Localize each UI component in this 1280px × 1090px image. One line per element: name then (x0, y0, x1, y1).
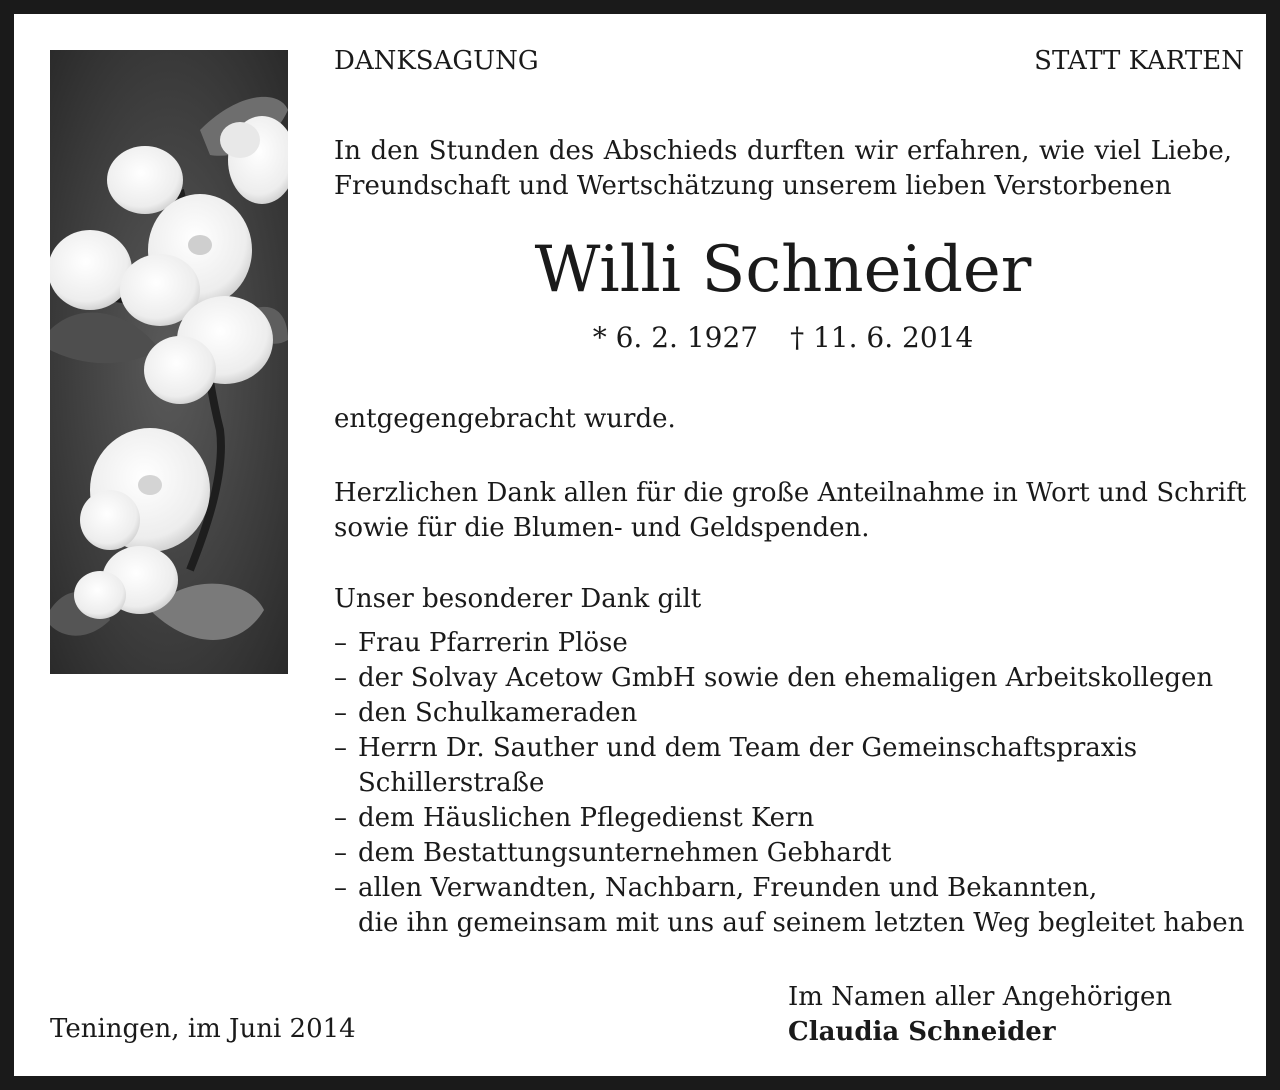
list-item-text: den Schulkameraden (358, 698, 638, 728)
life-dates (334, 320, 1232, 356)
list-item-text-continued: die ihn gemeinsam mit uns auf seinem letzten Weg begleitet haben (358, 908, 1245, 938)
death-date: † 11. 6. 2014 (790, 321, 974, 354)
list-item (334, 801, 1244, 836)
list-dash: – (334, 733, 347, 763)
list-dash: – (334, 698, 347, 728)
list-dash: – (334, 628, 347, 658)
list-dash: – (334, 803, 347, 833)
special-thanks-heading: Unser besonderer Dank gilt (334, 584, 702, 614)
list-dash: – (334, 838, 347, 868)
list-item-text: Frau Pfarrerin Plöse (358, 628, 628, 658)
list-item (334, 836, 1244, 871)
thanks-line-2: sowie für die Blumen- und Geldspenden. (334, 513, 870, 543)
birth-date: * 6. 2. 1927 (592, 321, 759, 354)
list-item (334, 696, 1244, 731)
list-item-text: dem Häuslichen Pflegedienst Kern (358, 803, 815, 833)
list-item-text: der Solvay Acetow GmbH sowie den ehemaligen Arbeitskollegen (358, 663, 1214, 693)
list-item-text: dem Bestattungsunternehmen Gebhardt (358, 838, 892, 868)
flower-photo (50, 50, 288, 674)
list-item (334, 731, 1244, 801)
signature-name: Claudia Schneider (788, 1017, 1056, 1047)
place-date: Teningen, im Juni 2014 (50, 1014, 356, 1044)
intro-text: In den Stunden des Abschieds durften wir erfahren, wie viel Liebe, Freundschaft und Wertschätzung unserem lieben Verstorbenen (334, 136, 1232, 201)
continuation-text: entgegengebracht wurde. (334, 404, 676, 434)
header-danksagung: DANKSAGUNG (334, 46, 539, 76)
list-dash: – (334, 663, 347, 693)
special-thanks-list (334, 626, 1244, 941)
thanks-line-1: Herzlichen Dank allen für die große Anteilnahme in Wort und Schrift (334, 478, 1247, 508)
signature-line: Im Namen aller Angehörigen (788, 982, 1173, 1012)
list-item-text: allen Verwandten, Nachbarn, Freunden und Bekannten, (358, 873, 1098, 903)
header-statt-karten: STATT KARTEN (1034, 46, 1244, 76)
deceased-name: Willi Schneider (534, 233, 1032, 307)
obituary-card (14, 14, 1266, 1076)
list-item-text-continued: Schillerstraße (358, 768, 545, 798)
list-item (334, 661, 1244, 696)
list-item (334, 871, 1244, 941)
list-dash: – (334, 873, 347, 903)
flower-blossom-icon (50, 50, 288, 674)
list-item-text: Herrn Dr. Sauther und dem Team der Gemeinschaftspraxis (358, 733, 1138, 763)
list-item (334, 626, 1244, 661)
